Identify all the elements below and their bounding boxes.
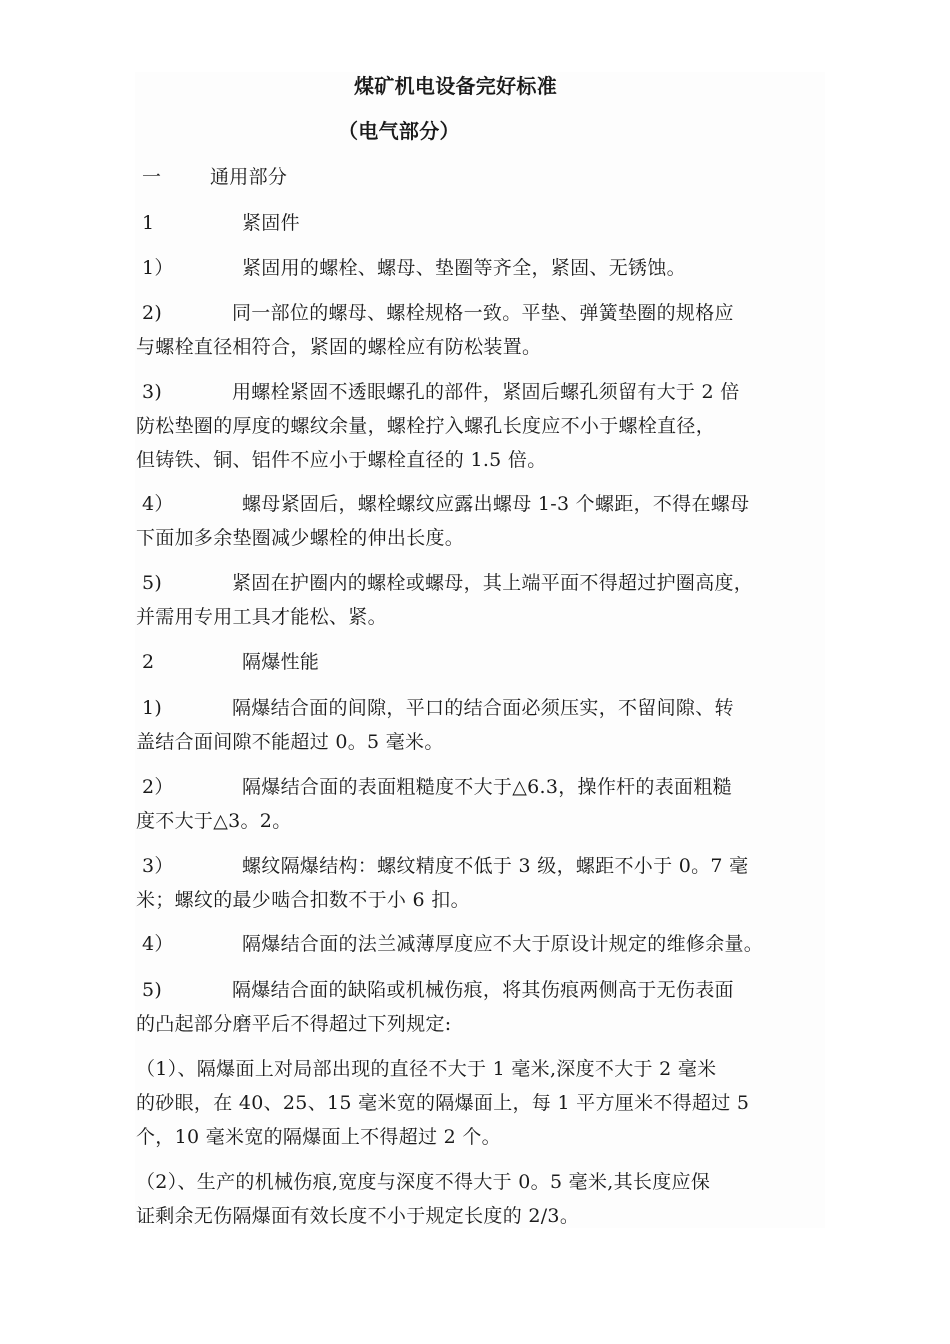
clause-line xyxy=(136,691,734,725)
doc-subtitle: （电气部分） xyxy=(338,119,460,143)
section-heading xyxy=(136,160,287,194)
provision-text: （1）、隔爆面上对局部出现的直径不大于 1 毫米,深度不大于 2 毫米 xyxy=(136,1058,717,1080)
subsection-heading xyxy=(136,645,319,679)
clause-number: 5) xyxy=(142,979,163,1001)
subsection-title: 紧固件 xyxy=(242,212,300,234)
subsection-heading xyxy=(136,206,300,240)
clause-text: 紧固在护圈内的螺栓或螺母，其上端平面不得超过护圈高度， xyxy=(232,572,754,594)
clause-line xyxy=(136,927,763,961)
clause-number: 1） xyxy=(142,257,174,279)
provision-text: （2）、生产的机械伤痕,宽度与深度不得大于 0。5 毫米,其长度应保 xyxy=(136,1171,711,1193)
clause-text-continued: 并需用专用工具才能松、紧。 xyxy=(136,606,387,628)
subsection-title: 隔爆性能 xyxy=(242,651,320,673)
clause-number: 5) xyxy=(142,572,163,594)
clause-text: 隔爆结合面的缺陷或机械伤痕，将其伤痕两侧高于无伤表面 xyxy=(232,979,734,1001)
clause-number: 3） xyxy=(142,855,174,877)
subsection-number: 1 xyxy=(142,212,155,234)
clause-line xyxy=(136,770,732,804)
clause-text-continued: 下面加多余垫圈减少螺栓的伸出长度。 xyxy=(136,527,465,549)
clause-text-continued: 度不大于△3。2。 xyxy=(136,810,292,832)
clause-number: 2) xyxy=(142,302,163,324)
clause-text: 用螺栓紧固不透眼螺孔的部件，紧固后螺孔须留有大于 2 倍 xyxy=(232,381,740,403)
clause-text-continued: 的凸起部分磨平后不得超过下列规定: xyxy=(136,1013,452,1035)
clause-text: 紧固用的螺栓、螺母、垫圈等齐全，紧固、无锈蚀。 xyxy=(242,257,686,279)
clause-number: 3) xyxy=(142,381,163,403)
section-number: 一 xyxy=(142,166,162,188)
clause-number: 4） xyxy=(142,493,174,515)
section-title: 通用部分 xyxy=(210,166,288,188)
clause-line xyxy=(136,849,748,883)
provision-text-continued: 证剩余无伤隔爆面有效长度不小于规定长度的 2/3。 xyxy=(136,1205,580,1227)
clause-text: 同一部位的螺母、螺栓规格一致。平垫、弹簧垫圈的规格应 xyxy=(232,302,734,324)
clause-text: 螺纹隔爆结构：螺纹精度不低于 3 级，螺距不小于 0。7 毫 xyxy=(242,855,749,877)
clause-line xyxy=(136,251,686,285)
clause-number: 1) xyxy=(142,697,163,719)
clause-text-continued: 与螺栓直径相符合，紧固的螺栓应有防松装置。 xyxy=(136,336,542,358)
clause-text: 螺母紧固后，螺栓螺纹应露出螺母 1-3 个螺距，不得在螺母 xyxy=(242,493,750,515)
clause-text-continued: 防松垫圈的厚度的螺纹余量，螺栓拧入螺孔长度应不小于螺栓直径， xyxy=(136,415,716,437)
clause-number: 2） xyxy=(142,776,174,798)
subsection-number: 2 xyxy=(142,651,155,673)
clause-line xyxy=(136,973,734,1007)
clause-text-continued: 盖结合面间隙不能超过 0。5 毫米。 xyxy=(136,731,444,753)
clause-text: 隔爆结合面的间隙，平口的结合面必须压实，不留间隙、转 xyxy=(232,697,734,719)
clause-line xyxy=(136,375,740,409)
clause-number: 4） xyxy=(142,933,174,955)
clause-text-continued: 但铸铁、铜、铝件不应小于螺栓直径的 1.5 倍。 xyxy=(136,449,547,471)
doc-title: 煤矿机电设备完好标准 xyxy=(354,74,557,98)
clause-line xyxy=(136,296,734,330)
provision-text-continued: 的砂眼，在 40、25、15 毫米宽的隔爆面上，每 1 平方厘米不得超过 5 xyxy=(136,1092,750,1114)
clause-line xyxy=(136,566,753,600)
provision-text-continued: 个，10 毫米宽的隔爆面上不得超过 2 个。 xyxy=(136,1126,501,1148)
clause-text: 隔爆结合面的表面粗糙度不大于△6.3，操作杆的表面粗糙 xyxy=(242,776,732,798)
clause-text: 隔爆结合面的法兰减薄厚度应不大于原设计规定的维修余量。 xyxy=(242,933,764,955)
clause-text-continued: 米；螺纹的最少啮合扣数不于小 6 扣。 xyxy=(136,889,470,911)
clause-line xyxy=(136,487,749,521)
